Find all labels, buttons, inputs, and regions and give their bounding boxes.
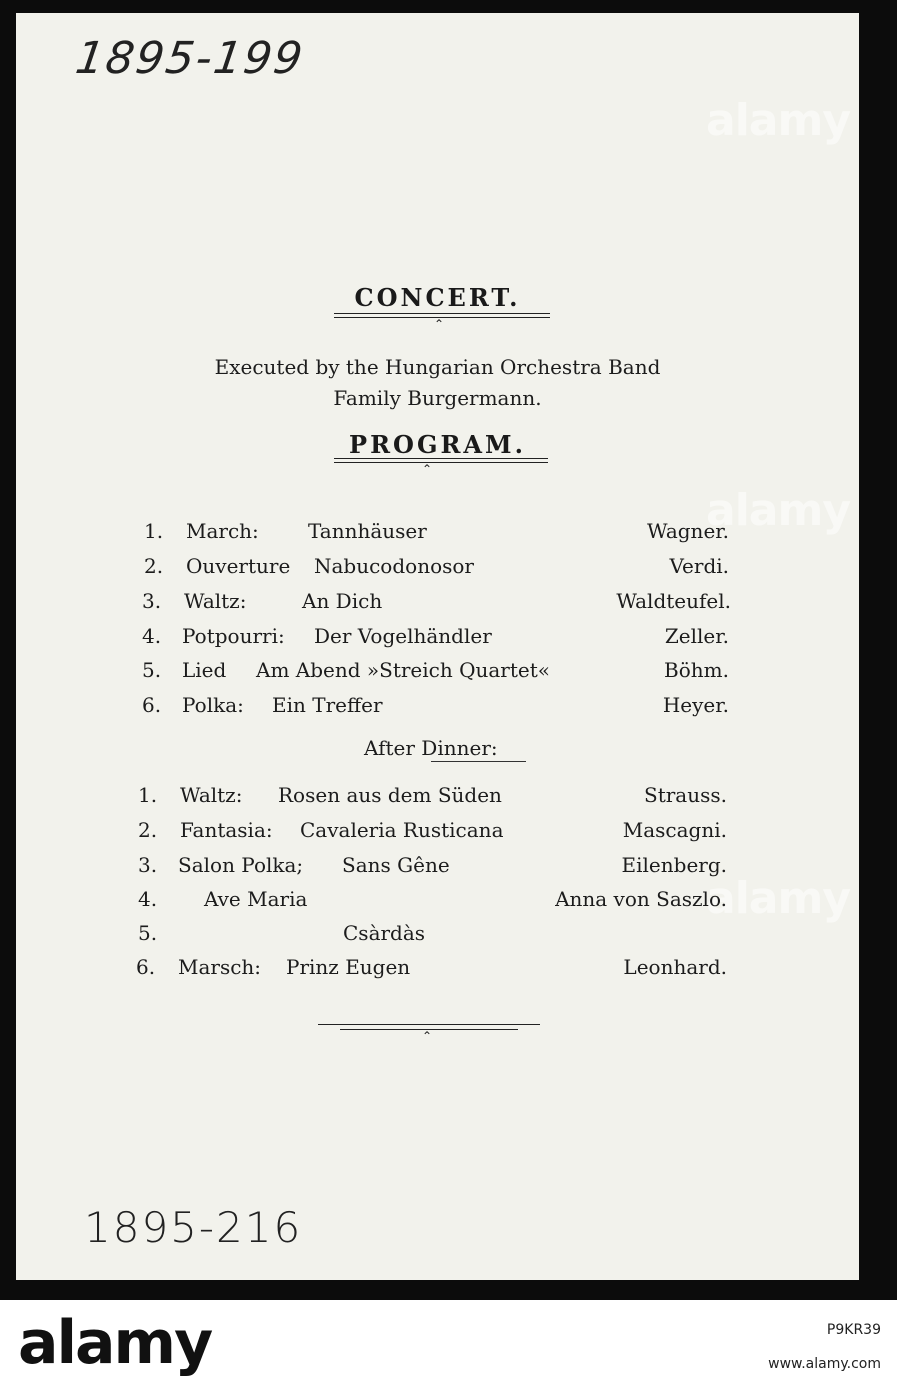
- handwritten-annotation-bottom: 1895-216: [84, 1203, 303, 1252]
- concert-subtitle-1: Executed by the Hungarian Orchestra Band: [214, 355, 661, 379]
- concert-title: CONCERT.: [354, 283, 521, 312]
- after-dinner-underline: [431, 761, 526, 762]
- site-url: www.alamy.com: [768, 1356, 881, 1372]
- ornament-icon: ⌃: [434, 317, 445, 331]
- program-title: PROGRAM.: [349, 430, 526, 459]
- stock-footer: [0, 1300, 897, 1390]
- alamy-logo: alamy: [18, 1308, 212, 1378]
- concert-subtitle-2: Family Burgermann.: [333, 386, 542, 410]
- handwritten-annotation-top: 1895-199: [72, 33, 308, 84]
- title-underline: [334, 458, 548, 463]
- after-dinner-heading: After Dinner:: [364, 736, 498, 760]
- watermark: alamy: [706, 95, 850, 146]
- menu-card: 1895-199 alamy alamy alamy CONCERT. ⌃ Executed by the Hungarian Orchestra Band Family Burgermann. PROGRAM. ⌃ 1. March: Tannhäuser Wagner. 2. Ouverture Nabucodonosor Verdi. 3. Waltz: An Dich Waldteufel. 4. Potpourri: Der Vogelhändler Zeller. 5. Lied Am Abend »Streich Quartet« Böhm. 6. Polka: Ein Treffer Heyer. After Dinner: 1. Waltz: Rosen aus dem Süden Strauss. 2. Fantasia: Cavaleria Rusticana Mascagni. 3. Salon Polka; Sans Gêne Eilenberg. 4. Ave Maria Anna von Saszlo. 5. Csàrdàs 6. Marsch: Prinz Eugen Leonhard. ⌃ 1895-216: [16, 13, 859, 1280]
- divider-line: [318, 1024, 540, 1025]
- watermark: alamy: [706, 485, 850, 536]
- stock-id: P9KR39: [826, 1322, 881, 1338]
- watermark: alamy: [706, 873, 850, 924]
- ornament-icon: ⌃: [422, 1029, 433, 1043]
- ornament-icon: ⌃: [422, 462, 433, 476]
